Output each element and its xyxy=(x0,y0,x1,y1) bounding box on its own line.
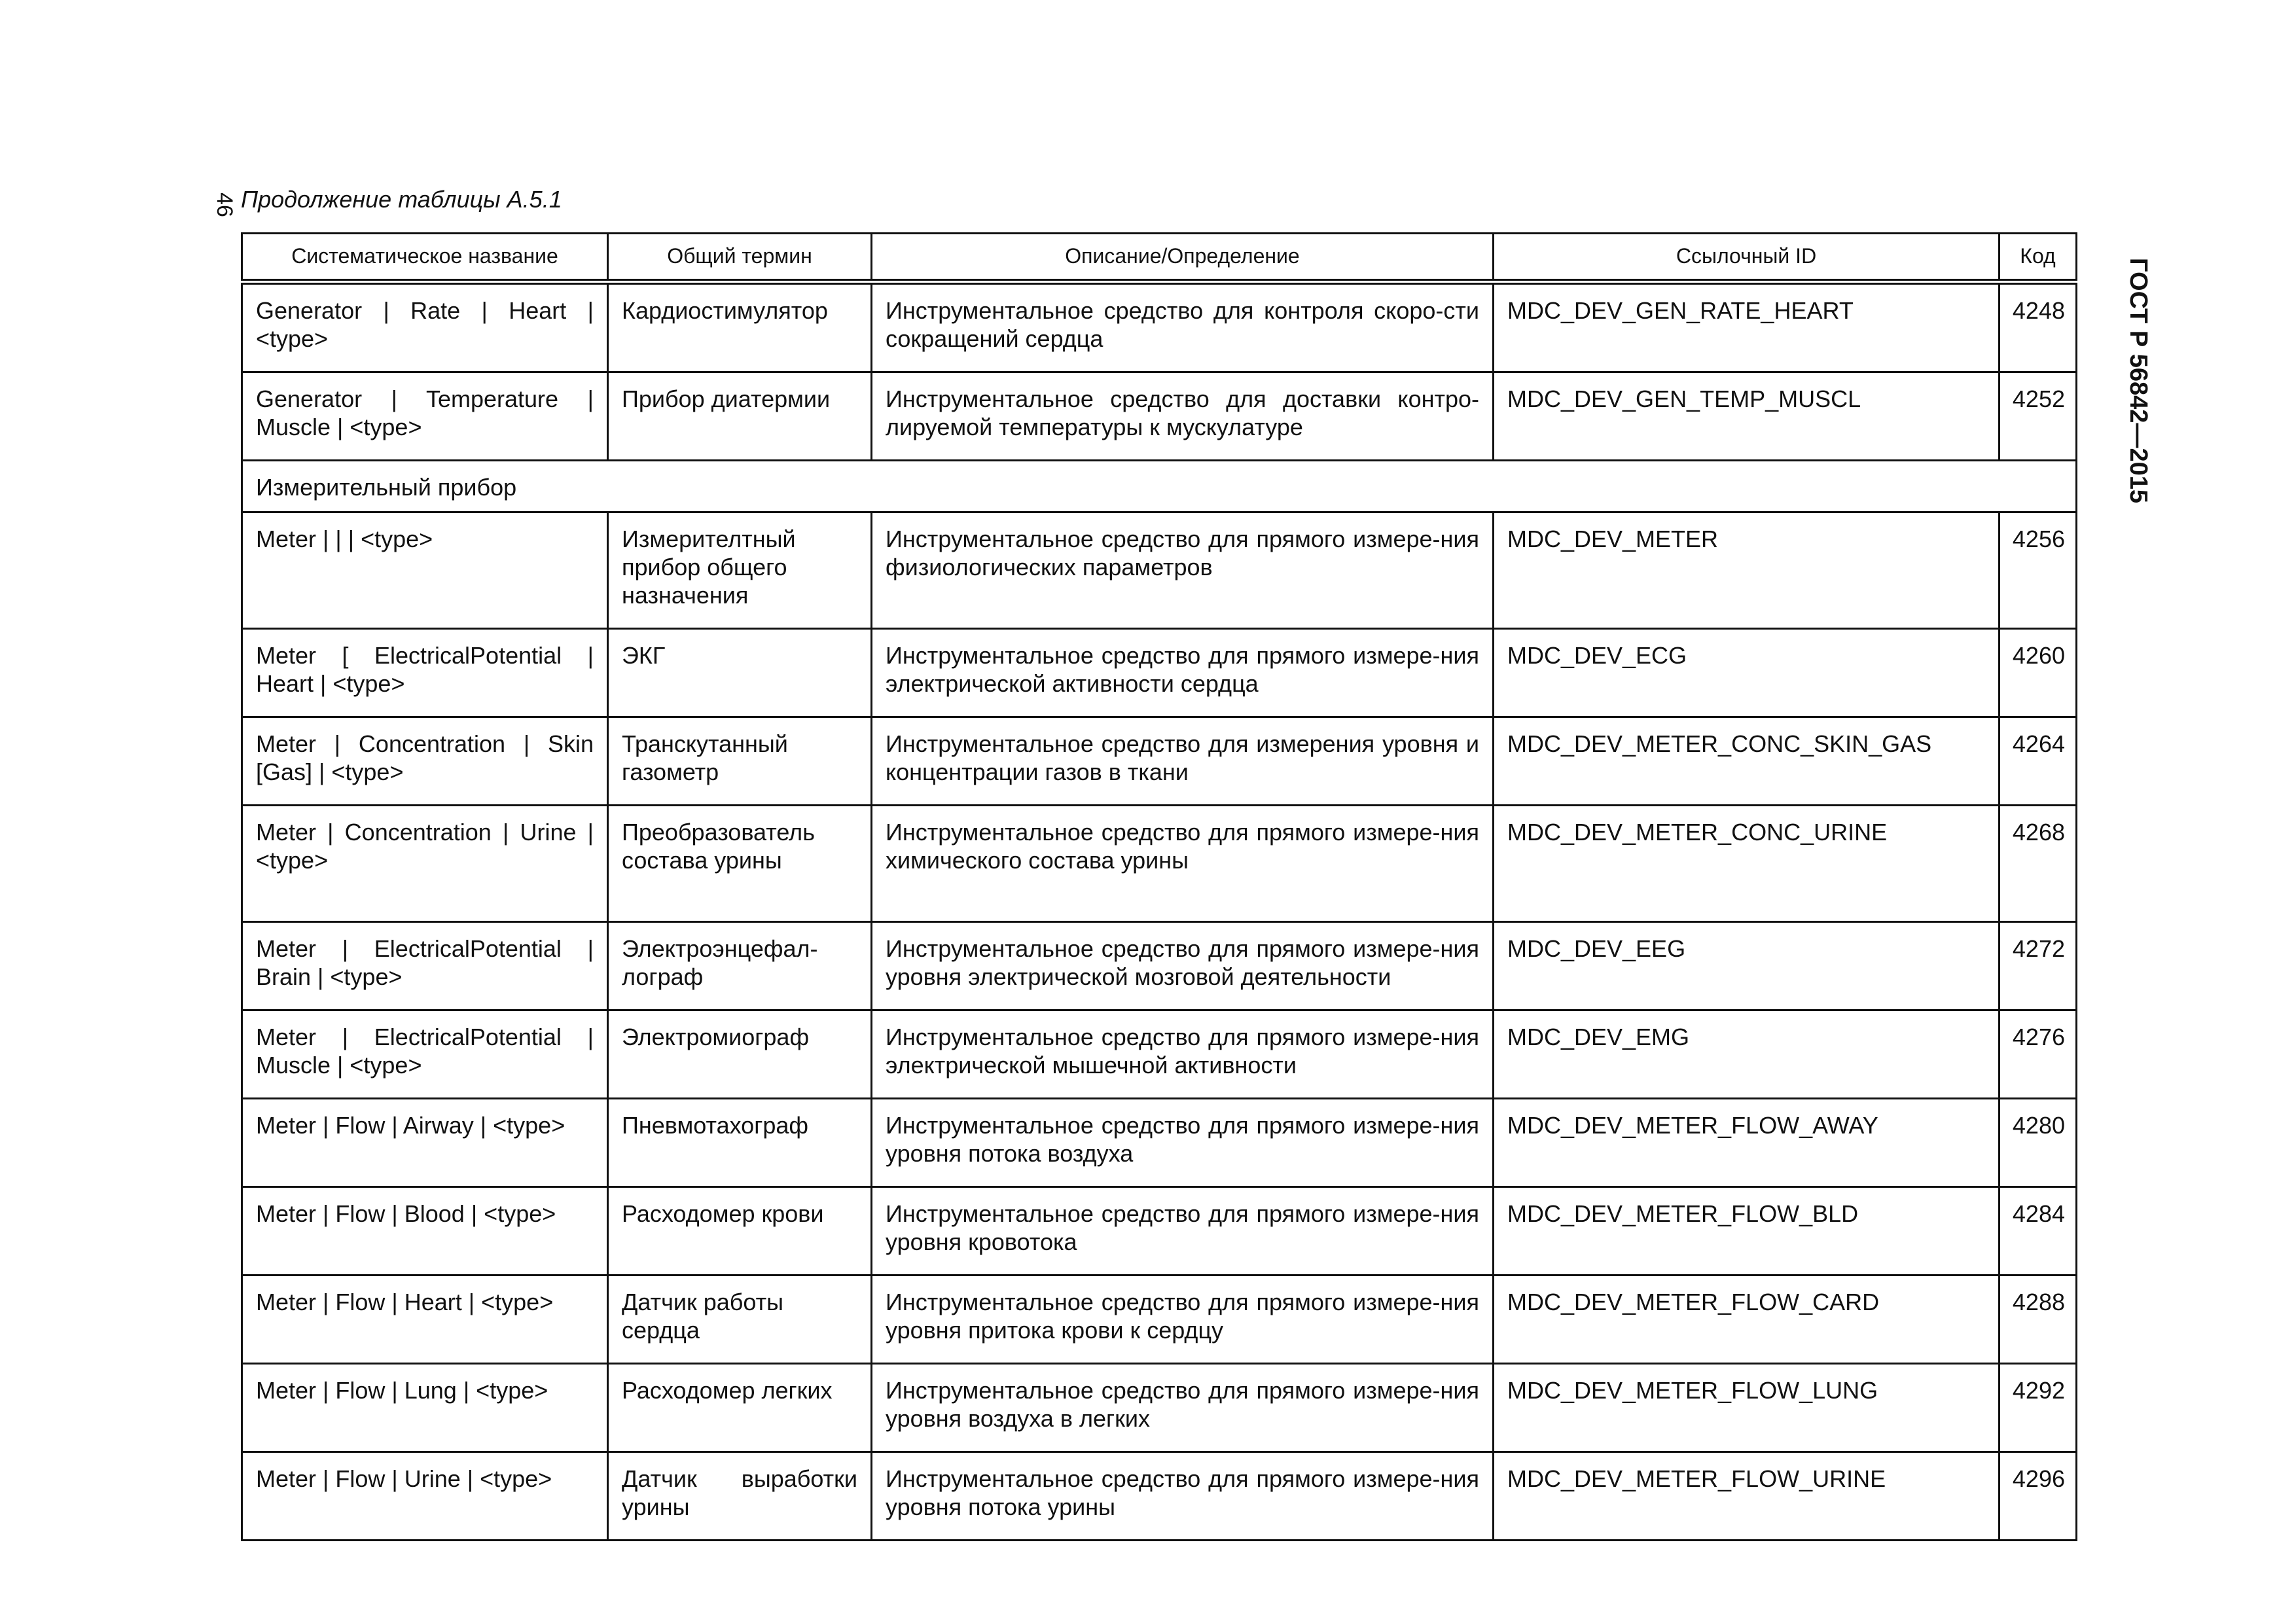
cell-description: Инструментальное средство для измерения уровня и концентрации газов в ткани xyxy=(872,717,1494,806)
col-header-code: Код xyxy=(2000,234,2077,282)
cell-common-term: Датчик выработки урины xyxy=(608,1452,872,1541)
cell-reference-id: MDC_DEV_METER xyxy=(1494,512,2000,629)
table-header-row xyxy=(242,234,2077,282)
cell-code: 4288 xyxy=(2000,1275,2077,1364)
cell-code: 4264 xyxy=(2000,717,2077,806)
cell-systematic-name: Generator | Temperature | Muscle | <type> xyxy=(242,372,608,461)
cell-code: 4256 xyxy=(2000,512,2077,629)
cell-description: Инструментальное средство для прямого измере-ния уровня воздуха в легких xyxy=(872,1364,1494,1452)
cell-reference-id: MDC_DEV_METER_FLOW_URINE xyxy=(1494,1452,2000,1541)
cell-reference-id: MDC_DEV_EEG xyxy=(1494,922,2000,1010)
cell-systematic-name: Meter | Flow | Lung | <type> xyxy=(242,1364,608,1452)
cell-common-term: Кардиостимулятор xyxy=(608,282,872,372)
cell-code: 4284 xyxy=(2000,1187,2077,1275)
cell-description: Инструментальное средство для прямого измере-ния электрической мышечной активности xyxy=(872,1010,1494,1099)
cell-reference-id: MDC_DEV_METER_FLOW_LUNG xyxy=(1494,1364,2000,1452)
standard-id-header xyxy=(2118,196,2157,602)
cell-systematic-name: Meter | ElectricalPotential | Brain | <type> xyxy=(242,922,608,1010)
cell-systematic-name: Meter [ ElectricalPotential | Heart | <type> xyxy=(242,629,608,717)
cell-common-term: Преобразователь состава урины xyxy=(608,806,872,922)
cell-reference-id: MDC_DEV_METER_CONC_URINE xyxy=(1494,806,2000,922)
col-header-description: Описание/Определение xyxy=(872,234,1494,282)
cell-description: Инструментальное средство для прямого измере-ния физиологических параметров xyxy=(872,512,1494,629)
cell-code: 4248 xyxy=(2000,282,2077,372)
cell-common-term: Расходомер крови xyxy=(608,1187,872,1275)
terms-table xyxy=(241,232,2077,1541)
cell-description: Инструментальное средство для прямого измере-ния уровня потока воздуха xyxy=(872,1099,1494,1187)
cell-common-term: Электромиограф xyxy=(608,1010,872,1099)
col-header-systematic-name: Систематическое название xyxy=(242,234,608,282)
standard-id-label: ГОСТ Р 56842—2015 xyxy=(2124,258,2152,503)
cell-common-term: Электроэнцефал-лограф xyxy=(608,922,872,1010)
cell-description: Инструментальное средство для прямого измере-ния уровня притока крови к сердцу xyxy=(872,1275,1494,1364)
cell-code: 4276 xyxy=(2000,1010,2077,1099)
cell-reference-id: MDC_DEV_METER_FLOW_AWAY xyxy=(1494,1099,2000,1187)
cell-reference-id: MDC_DEV_EMG xyxy=(1494,1010,2000,1099)
continuation-title: Продолжение таблицы А.5.1 xyxy=(241,186,562,213)
cell-code: 4268 xyxy=(2000,806,2077,922)
cell-common-term: Датчик работы сердца xyxy=(608,1275,872,1364)
cell-reference-id: MDC_DEV_GEN_TEMP_MUSCL xyxy=(1494,372,2000,461)
table-row xyxy=(242,1099,2077,1187)
table-row xyxy=(242,1187,2077,1275)
section-label: Измерительный прибор xyxy=(242,461,2077,512)
col-header-reference-id: Ссылочный ID xyxy=(1494,234,2000,282)
cell-description: Инструментальное средство для прямого измере-ния уровня электрической мозговой деятельности xyxy=(872,922,1494,1010)
cell-common-term: ЭКГ xyxy=(608,629,872,717)
cell-code: 4296 xyxy=(2000,1452,2077,1541)
table-row xyxy=(242,806,2077,922)
cell-systematic-name: Meter | Flow | Airway | <type> xyxy=(242,1099,608,1187)
cell-code: 4280 xyxy=(2000,1099,2077,1187)
cell-reference-id: MDC_DEV_METER_CONC_SKIN_GAS xyxy=(1494,717,2000,806)
cell-common-term: Транскутанный газометр xyxy=(608,717,872,806)
table-row xyxy=(242,922,2077,1010)
table-row xyxy=(242,1275,2077,1364)
cell-code: 4260 xyxy=(2000,629,2077,717)
cell-reference-id: MDC_DEV_GEN_RATE_HEART xyxy=(1494,282,2000,372)
cell-common-term: Измерителтный прибор общего назначения xyxy=(608,512,872,629)
cell-reference-id: MDC_DEV_METER_FLOW_CARD xyxy=(1494,1275,2000,1364)
cell-code: 4292 xyxy=(2000,1364,2077,1452)
cell-description: Инструментальное средство для доставки контро-лируемой температуры к мускулатуре xyxy=(872,372,1494,461)
cell-systematic-name: Meter | Flow | Urine | <type> xyxy=(242,1452,608,1541)
cell-code: 4272 xyxy=(2000,922,2077,1010)
table-row xyxy=(242,629,2077,717)
cell-systematic-name: Meter | ElectricalPotential | Muscle | <type> xyxy=(242,1010,608,1099)
cell-common-term: Прибор диатермии xyxy=(608,372,872,461)
table-row xyxy=(242,717,2077,806)
cell-description: Инструментальное средство для прямого измере-ния уровня потока урины xyxy=(872,1452,1494,1541)
cell-systematic-name: Meter | Concentration | Urine | <type> xyxy=(242,806,608,922)
table-row xyxy=(242,372,2077,461)
section-row xyxy=(242,461,2077,512)
cell-systematic-name: Meter | | | <type> xyxy=(242,512,608,629)
table-row xyxy=(242,282,2077,372)
table-row xyxy=(242,512,2077,629)
col-header-common-term: Общий термин xyxy=(608,234,872,282)
cell-description: Инструментальное средство для прямого измере-ния химического состава урины xyxy=(872,806,1494,922)
cell-common-term: Пневмотахограф xyxy=(608,1099,872,1187)
cell-systematic-name: Meter | Flow | Heart | <type> xyxy=(242,1275,608,1364)
cell-systematic-name: Meter | Flow | Blood | <type> xyxy=(242,1187,608,1275)
page-number: 46 xyxy=(212,192,238,217)
cell-description: Инструментальное средство для прямого измере-ния уровня кровотока xyxy=(872,1187,1494,1275)
cell-reference-id: MDC_DEV_ECG xyxy=(1494,629,2000,717)
table-row xyxy=(242,1364,2077,1452)
cell-systematic-name: Generator | Rate | Heart | <type> xyxy=(242,282,608,372)
cell-common-term: Расходомер легких xyxy=(608,1364,872,1452)
cell-reference-id: MDC_DEV_METER_FLOW_BLD xyxy=(1494,1187,2000,1275)
cell-description: Инструментальное средство для прямого измере-ния электрической активности сердца xyxy=(872,629,1494,717)
cell-systematic-name: Meter | Concentration | Skin [Gas] | <type> xyxy=(242,717,608,806)
cell-description: Инструментальное средство для контроля скоро-сти сокращений сердца xyxy=(872,282,1494,372)
table-row xyxy=(242,1010,2077,1099)
cell-code: 4252 xyxy=(2000,372,2077,461)
table-row xyxy=(242,1452,2077,1541)
